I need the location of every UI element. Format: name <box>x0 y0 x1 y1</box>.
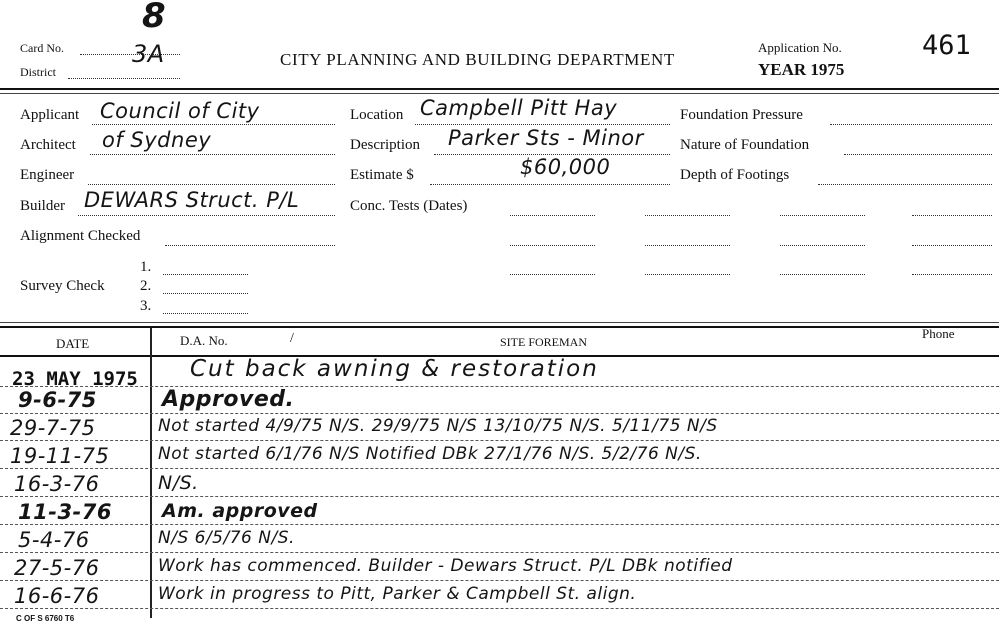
card-no-label: Card No. <box>20 41 64 55</box>
log-row-date: 9-6-75 <box>18 388 97 412</box>
survey-check-1-line <box>163 274 248 275</box>
log-row-date: 27-5-76 <box>14 556 100 580</box>
foundation-pressure-label: Foundation Pressure <box>680 107 803 123</box>
builder-label: Builder <box>20 198 65 214</box>
log-row-date: 16-3-76 <box>14 472 100 496</box>
applicant-label: Applicant <box>20 107 80 123</box>
card-no-value: 3A <box>132 40 165 68</box>
log-row-entry: Am. approved <box>162 500 318 522</box>
alignment-checked-label: Alignment Checked <box>20 228 141 244</box>
log-row-entry: Work has commenced. Builder - Dewars Struct. P/L DBk notified <box>158 556 733 576</box>
description-label: Description <box>350 137 420 153</box>
header-top-border-2 <box>0 93 999 94</box>
conc-tests-line-2b <box>645 245 730 246</box>
survey-check-2-label: 2. <box>140 278 152 294</box>
log-row-entry: N/S 6/5/76 N/S. <box>158 528 295 548</box>
applicant-line <box>92 124 335 125</box>
conc-tests-label: Conc. Tests (Dates) <box>350 198 468 214</box>
engineer-line <box>88 184 335 185</box>
nature-of-foundation-line <box>844 154 992 155</box>
log-row-date: 19-11-75 <box>10 444 110 468</box>
row-line <box>0 468 999 469</box>
row-line <box>0 386 999 387</box>
architect-value: of Sydney <box>102 128 212 152</box>
conc-tests-line-2c <box>780 245 865 246</box>
location-label: Location <box>350 107 404 123</box>
depth-of-footings-line <box>818 184 992 185</box>
log-row-date: 11-3-76 <box>18 500 112 524</box>
log-row-date: 23 MAY 1975 <box>12 368 138 390</box>
conc-tests-line-3c <box>780 274 865 275</box>
nature-of-foundation-label: Nature of Foundation <box>680 137 810 153</box>
application-no-label: Application No. <box>758 40 842 55</box>
log-row-entry: Work in progress to Pitt, Parker & Campbell St. align. <box>158 584 637 604</box>
conc-tests-line-1a <box>510 215 595 216</box>
location-value: Campbell Pitt Hay <box>420 96 618 120</box>
log-row-entry: Not started 6/1/76 N/S Notified DBk 27/1/76 N/S. 5/2/76 N/S. <box>158 444 702 464</box>
row-line <box>0 496 999 497</box>
estimate-line <box>430 184 670 185</box>
description-value: Parker Sts - Minor <box>448 126 644 150</box>
survey-check-1-label: 1. <box>140 259 152 275</box>
conc-tests-line-1d <box>912 215 992 216</box>
location-line <box>415 124 670 125</box>
foundation-pressure-line <box>830 124 992 125</box>
year-label: YEAR 1975 <box>758 60 845 79</box>
district-line <box>68 78 180 79</box>
conc-tests-line-3b <box>645 274 730 275</box>
log-row-entry: Not started 4/9/75 N/S. 29/9/75 N/S 13/10/75 N/S. 5/11/75 N/S <box>158 416 718 436</box>
log-row-entry: N/S. <box>158 472 199 494</box>
applicant-value: Council of City <box>100 99 260 123</box>
da-no-value: / <box>290 331 294 346</box>
conc-tests-line-1b <box>645 215 730 216</box>
site-foreman-label: SITE FOREMAN <box>500 335 588 349</box>
card-no-line <box>80 54 180 55</box>
conc-tests-line-3a <box>510 274 595 275</box>
log-top-border <box>0 322 999 323</box>
card-stamp-number: 8 <box>142 0 167 36</box>
depth-of-footings-label: Depth of Footings <box>680 167 790 183</box>
row-line <box>0 552 999 553</box>
date-column-divider <box>150 328 152 618</box>
log-row-entry: Approved. <box>162 387 295 412</box>
builder-line <box>78 215 335 216</box>
survey-check-label: Survey Check <box>20 278 105 294</box>
phone-label: Phone <box>922 326 955 341</box>
row-line <box>0 413 999 414</box>
builder-value: DEWARS Struct. P/L <box>84 188 300 212</box>
row-line <box>0 608 999 609</box>
department-title: CITY PLANNING AND BUILDING DEPARTMENT <box>280 50 675 69</box>
row-line <box>0 440 999 441</box>
survey-check-3-line <box>163 313 248 314</box>
alignment-checked-line <box>165 245 335 246</box>
architect-line <box>90 154 335 155</box>
da-no-label: D.A. No. <box>180 333 228 348</box>
survey-check-3-label: 3. <box>140 298 152 314</box>
row-line <box>0 524 999 525</box>
survey-check-2-line <box>163 293 248 294</box>
log-row-date: 29-7-75 <box>10 416 96 440</box>
date-column-header: DATE <box>56 336 90 351</box>
header-top-border <box>0 88 999 90</box>
log-heading-entry: Cut back awning & restoration <box>190 356 599 382</box>
estimate-value: $60,000 <box>520 155 611 179</box>
conc-tests-line-1c <box>780 215 865 216</box>
row-line <box>0 580 999 581</box>
architect-label: Architect <box>20 137 76 153</box>
log-row-date: 16-6-76 <box>14 584 100 608</box>
application-no-value: 461 <box>922 30 971 61</box>
conc-tests-line-2d <box>912 245 992 246</box>
log-row-date: 5-4-76 <box>18 528 90 552</box>
engineer-label: Engineer <box>20 167 75 183</box>
conc-tests-line-3d <box>912 274 992 275</box>
district-label: District <box>20 65 56 79</box>
conc-tests-line-2a <box>510 245 595 246</box>
form-code: C OF S 6760 T6 <box>16 614 75 623</box>
estimate-label: Estimate $ <box>350 167 414 183</box>
